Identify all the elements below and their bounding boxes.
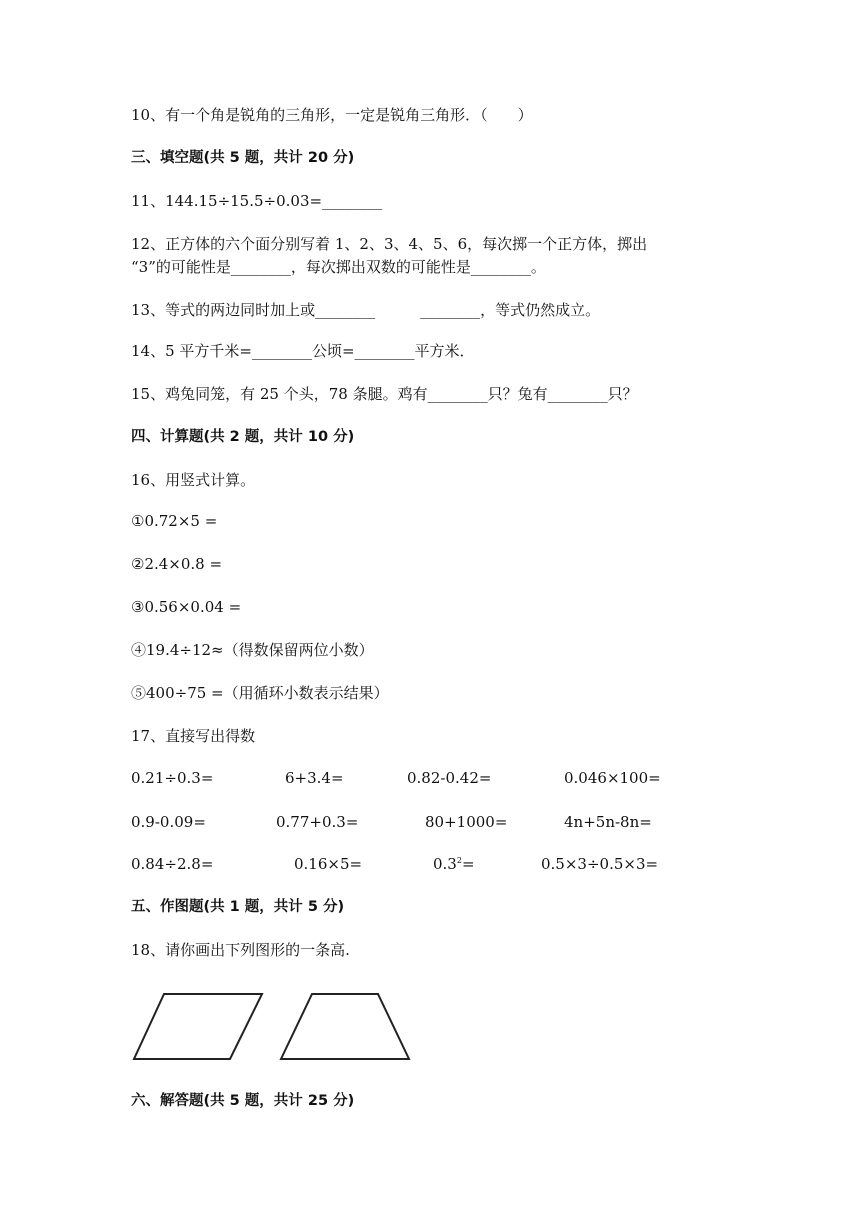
q17-r2-c2: 0.77+0.3= — [276, 813, 359, 831]
section-heading-calculation: 四、计算题(共 2 题，共计 10 分) — [131, 429, 355, 445]
question-16-item-3: ③0.56×0.04 = — [131, 598, 242, 616]
q17-r3-c2: 0.16×5= — [294, 855, 363, 873]
section-heading-fill-in: 三、填空题(共 5 题，共计 20 分) — [131, 150, 355, 166]
question-16-item-1: ①0.72×5 = — [131, 512, 218, 530]
q17-r2-c3: 80+1000= — [425, 813, 508, 831]
question-18: 18、请你画出下列图形的一条高. — [131, 941, 350, 959]
question-16-item-2: ②2.4×0.8 = — [131, 555, 223, 573]
question-14: 14、5 平方千米=________公顷=________平方米． — [131, 342, 475, 360]
q17-r1-c2: 6+3.4= — [285, 769, 344, 787]
question-13: 13、等式的两边同时加上或________ ________，等式仍然成立。 — [131, 301, 601, 319]
q17-r3-c3-exponent: 2 — [456, 856, 462, 865]
question-11: 11、144.15÷15.5÷0.03=________ — [131, 192, 383, 210]
q17-r3-c3-equals: = — [461, 855, 475, 873]
shapes-figure — [128, 988, 418, 1068]
q17-r3-c3 — [433, 854, 475, 874]
question-16-item-5: ⑤400÷75 =（用循环小数表示结果） — [131, 684, 389, 702]
question-16-item-4: ④19.4÷12≈（得数保留两位小数） — [131, 641, 374, 659]
q17-r3-c4: 0.5×3÷0.5×3= — [541, 855, 659, 873]
question-12-line-1: 12、正方体的六个面分别写着 1、2、3、4、5、6，每次掷一个正方体，掷出 — [131, 235, 648, 253]
q17-r2-c4: 4n+5n-8n= — [564, 813, 652, 831]
section-heading-drawing: 五、作图题(共 1 题，共计 5 分) — [131, 899, 345, 915]
question-17: 17、直接写出得数 — [131, 727, 256, 745]
q17-r2-c1: 0.9-0.09= — [131, 813, 206, 831]
question-15: 15、鸡兔同笼，有 25 个头，78 条腿。鸡有________只？兔有________只？ — [131, 385, 638, 403]
q17-r1-c3: 0.82-0.42= — [407, 769, 492, 787]
q17-r3-c1: 0.84÷2.8= — [131, 855, 214, 873]
section-heading-word-problems: 六、解答题(共 5 题，共计 25 分) — [131, 1093, 355, 1109]
q17-r3-c3-base: 0.3 — [433, 855, 457, 873]
question-12-line-2: “3”的可能性是________，每次掷出双数的可能性是________。 — [131, 258, 546, 276]
question-10: 10、有一个角是锐角的三角形，一定是锐角三角形．（ ） — [131, 106, 533, 124]
question-16: 16、用竖式计算。 — [131, 471, 256, 489]
parallelogram-shape — [134, 994, 262, 1059]
trapezoid-shape — [281, 994, 409, 1059]
q17-r1-c1: 0.21÷0.3= — [131, 769, 214, 787]
q17-r1-c4: 0.046×100= — [564, 769, 661, 787]
